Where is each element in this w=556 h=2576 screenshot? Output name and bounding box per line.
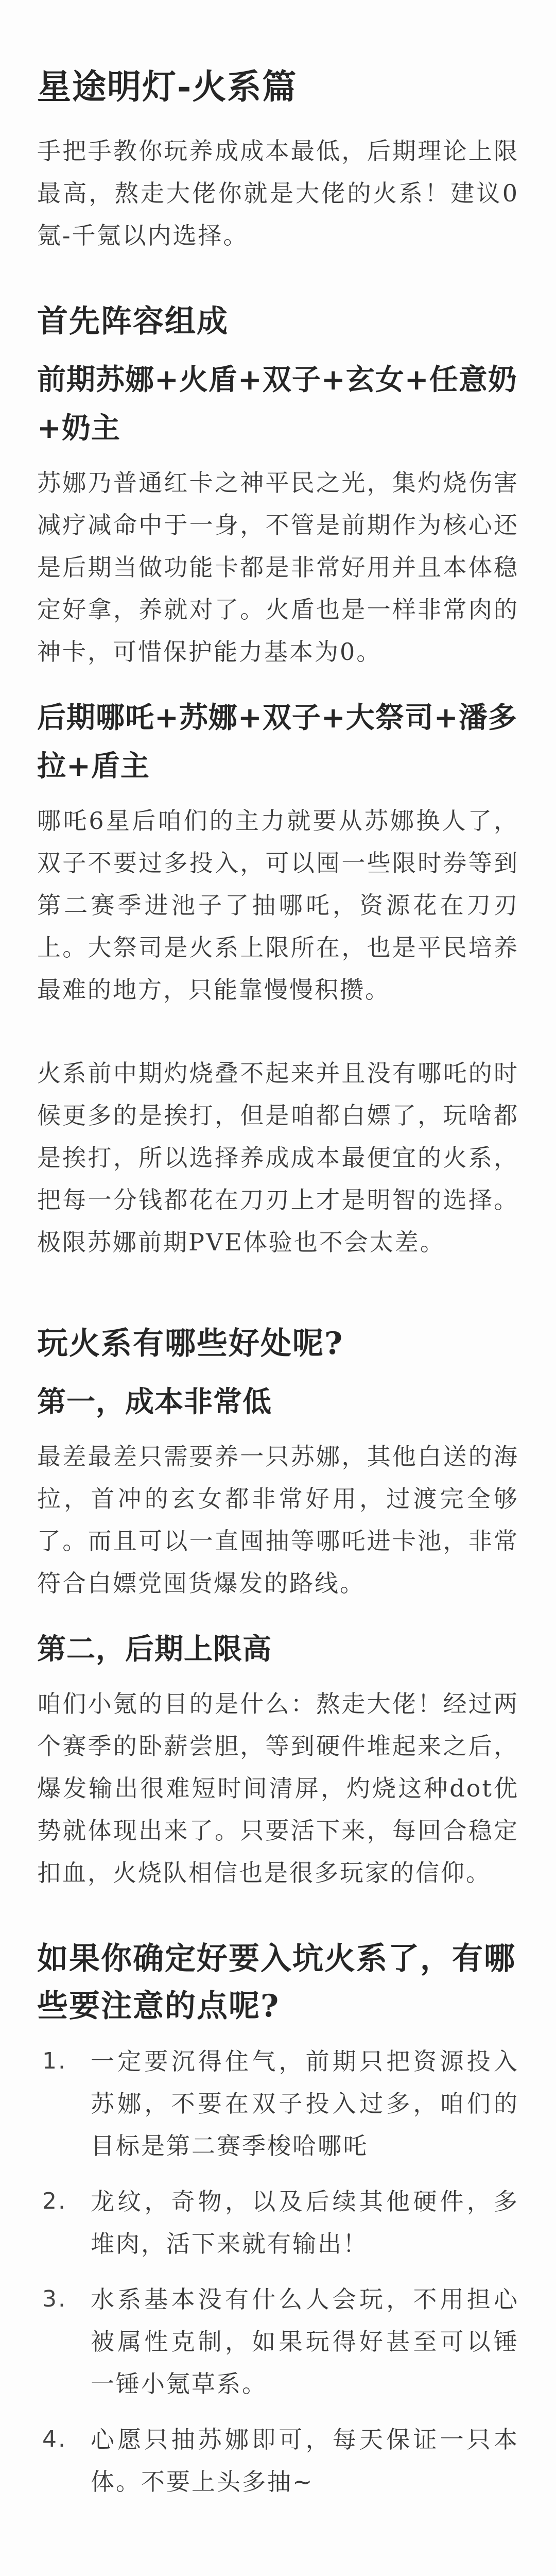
list-item-text: 心愿只抽苏娜即可，每天保证一只本体。不要上头多抽~: [91, 2426, 519, 2496]
benefit-first-heading: 第一，成本非常低: [37, 1385, 272, 1419]
fire-note-paragraph: 火系前中期灼烧叠不起来并且没有哪吒的时候更多的是挨打，但是咱都白嫖了，玩啥都是挨打，所以选择养成成本最便宜的火系，把每一分钱都花在刀刃上才是明智的选择。极限苏娜前期PVE体验也不会太差。: [37, 1059, 519, 1256]
benefit-first-paragraph: 最差最差只需要养一只苏娜，其他白送的海拉，首冲的玄女都非常好用，过渡完全够了。而且可以一直囤抽等哪吒进卡池，非常符合白嫖党囤货爆发的路线。: [37, 1443, 519, 1597]
tips-heading: 如果你确定好要入坑火系了，有哪些要注意的点呢?: [37, 1941, 516, 2024]
late-lineup-heading: 后期哪吒+苏娜+双子+大祭司+潘多拉+盾主: [37, 701, 517, 783]
list-item: [37, 2278, 519, 2405]
list-item: [37, 2180, 519, 2265]
list-item-text: 一定要沉得住气，前期只把资源投入苏娜，不要在双子投入过多，咱们的目标是第二赛季梭哈哪吒: [91, 2047, 519, 2160]
note-content: [37, 62, 519, 2516]
tips-list: [37, 2040, 519, 2503]
intro-paragraph: 手把手教你玩养成成本最低，后期理论上限最高，熬走大佬你就是大佬的火系！建议0氪-千氪以内选择。: [37, 137, 519, 249]
list-item-text: 水系基本没有什么人会玩，不用担心被属性克制，如果玩得好甚至可以锤一锤小氪草系。: [91, 2285, 519, 2398]
benefit-second-heading: 第二，后期上限高: [37, 1632, 272, 1666]
benefits-heading: 玩火系有哪些好处呢?: [37, 1326, 344, 1362]
late-lineup-paragraph: 哪吒6星后咱们的主力就要从苏娜换人了，双子不要过多投入，可以囤一些限时券等到第二赛季进池子了抽哪吒，资源花在刀刃上。大祭司是火系上限所在，也是平民培养最难的地方，只能靠慢慢积攒。: [37, 807, 519, 1004]
list-item-text: 龙纹，奇物，以及后续其他硬件，多堆肉，活下来就有输出！: [91, 2188, 519, 2258]
list-number: 2.: [42, 2188, 67, 2214]
early-lineup-heading: 前期苏娜+火盾+双子+玄女+任意奶+奶主: [37, 363, 517, 445]
lineup-heading: 首先阵容组成: [37, 303, 229, 340]
list-item: [37, 2040, 519, 2167]
list-number: 1.: [42, 2048, 67, 2074]
list-item: [37, 2418, 519, 2503]
page-title: 星途明灯-火系篇: [37, 66, 298, 107]
list-number: 4.: [42, 2426, 67, 2452]
early-lineup-paragraph: 苏娜乃普通红卡之神平民之光，集灼烧伤害减疗减命中于一身，不管是前期作为核心还是后期当做功能卡都是非常好用并且本体稳定好拿，养就对了。火盾也是一样非常肉的神卡，可惜保护能力基本为0。: [37, 469, 519, 666]
list-number: 3.: [42, 2286, 67, 2312]
benefit-second-paragraph: 咱们小氪的目的是什么：熬走大佬！经过两个赛季的卧薪尝胆，等到硬件堆起来之后，爆发输出很难短时间清屏，灼烧这种dot优势就体现出来了。只要活下来，每回合稳定扣血，火烧队相信也是很多玩家的信仰。: [37, 1690, 519, 1887]
